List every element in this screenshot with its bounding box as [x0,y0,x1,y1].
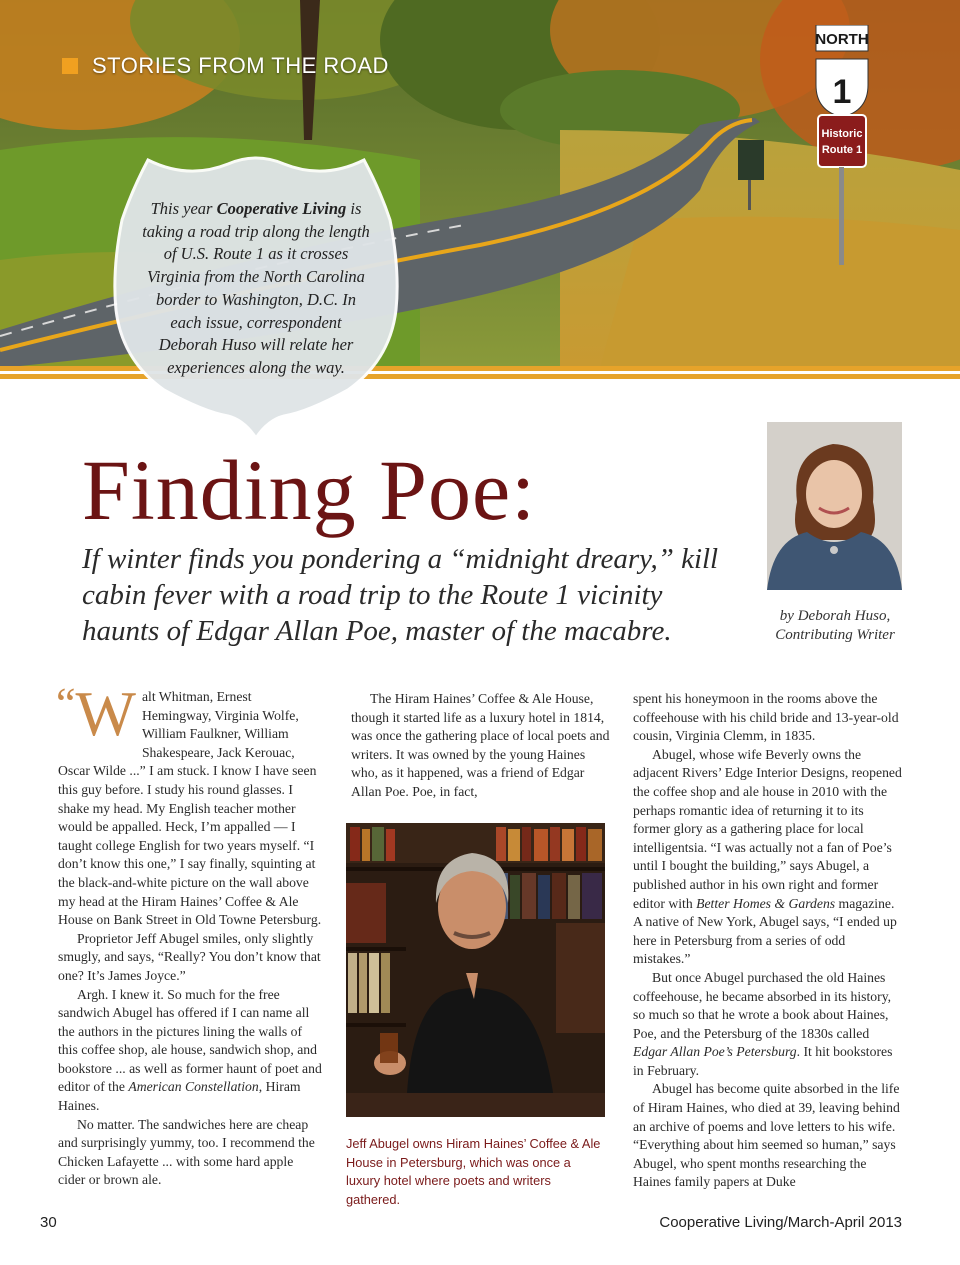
intro-lead: This year [150,199,213,218]
body-paragraph [351,690,610,802]
dropcap [56,678,136,749]
magazine-footer: Cooperative Living/March-April 2013 [659,1214,902,1231]
body-paragraph [58,1116,322,1190]
body-text: No matter. The sandwiches here are cheap and surprisingly yummy, too. I recommend the Chicken Lafayette ... with some hard apple cider or brown ale. [58,1116,315,1188]
body-text: magazine. A native of New York, Abugel says, “I ended up here in Petersburg from a series of odd mistakes.” [633,895,897,967]
sign-north-text: NORTH [815,31,869,48]
body-italic: Edgar Allan Poe’s Petersburg [633,1044,797,1060]
article-title: Finding Poe: [82,442,537,538]
sign-historic-line1: Historic [821,128,863,140]
body-paragraph [633,969,903,1081]
body-text: Abugel has become quite absorbed in the life of Hiram Haines, who died at 39, leaving behind an archive of poems and love letters to his wife. “Everything about him seemed so human,” says Abugel, who spent months researching the Haines family papers at Duke [633,1081,900,1190]
kicker-square-icon [62,58,78,74]
body-paragraph [58,986,322,1116]
sign-route-number: 1 [832,73,852,111]
route-1-sign-graphic [813,25,871,265]
body-text: The Hiram Haines’ Coffee & Ale House, though it started life as a luxury hotel in 1814, was once the gathering place of local poets and writers. It was owned by the young Haines who, as it happened, was a friend of Edgar Allan Poe. Poe, in fact, [351,691,610,799]
body-text: Abugel, whose wife Beverly owns the adjacent Rivers’ Edge Interior Designs, reopened the coffee shop and ale house in 2010 with the perhaps romantic idea of returning it to its former glory as a gathering place for local intelligentsia. “I was actually not a fan of Poe’s until I bought the building,” says Abugel, a published author in his own right and former editor with [633,746,902,911]
intro-rest: is taking a road trip along the length of U.S. Route 1 as it crosses Virginia from the North Carolina border to Washington, D.C. In each issue, correspondent Deborah Huso will relate her experiences along the way. [142,199,370,377]
byline [770,607,900,645]
body-text: Proprietor Jeff Abugel smiles, only slightly smugly, and says, “Really? You don’t know that one? It’s James Joyce.” [58,930,321,983]
body-column-2 [351,690,610,802]
dropcap-letter: W [75,678,136,749]
byline-author: by Deborah Huso, [779,608,891,624]
author-photo [767,422,902,590]
dropcap-quote: “ [56,679,76,728]
article-deck: If winter finds you pondering a “midnight dreary,” kill cabin fever with a road trip to the Route 1 vicinity haunts of Edgar Allan Poe, master of the macabre. [82,543,719,647]
body-italic: Better Homes & Gardens [696,895,836,911]
kicker-text: STORIES FROM THE ROAD [92,53,389,78]
abugel-photo [346,823,605,1117]
body-paragraph [633,746,903,969]
body-column-3 [633,690,903,1192]
body-text: Argh. I knew it. So much for the free sandwich Abugel has offered if I can name all the authors in the pictures lining the walls of this coffee shop, ale house, sandwich shop, and bookstore ... as well as former haunt of poet and editor of the [58,986,322,1095]
intro-shield [108,150,404,440]
body-text: . It hit bookstores in February. [633,1044,893,1078]
body-column-1 [56,678,322,1190]
intro-brand: Cooperative Living [216,199,347,218]
body-italic: American Constellation [128,1079,259,1095]
body-text: alt Whitman, Ernest Hemingway, Virginia Wolfe, William Faulkner, William Shakespeare, Jack Kerouac, Oscar Wilde ...” I am stuck. I know I have seen this guy before. I study his round glasses. I shake my head. My English teacher mother would be appalled. Heck, I’m appalled — I taught college English for two years myself. “I don’t know this one,” I say finally, squinting at the black-and-white picture on the wall above my head at the Hiram Haines’ Coffee & Ale House on Bank Street in Old Towne Petersburg. [58,689,322,928]
body-text: , Hiram Haines. [58,1079,301,1114]
photo-caption: Jeff Abugel owns Hiram Haines’ Coffee & Ale House in Petersburg, which was once a luxury hotel where poets and writers gathered. [346,1136,601,1207]
body-paragraph [58,930,322,986]
section-kicker [62,53,389,79]
body-paragraph [56,678,322,930]
page-number: 30 [40,1214,57,1231]
intro-text [142,198,370,380]
body-text: spent his honeymoon in the rooms above the coffeehouse with his child bride and 13-year-old cousin, Virginia Clemm, in 1835. [633,691,899,744]
body-paragraph [633,1080,903,1192]
body-text: But once Abugel purchased the old Haines coffeehouse, he became absorbed in its history, so much so that he wrote a book about Haines, Poe, and the Petersburg of the 1830s called [633,969,892,1041]
sign-historic-line2: Route 1 [821,144,863,156]
body-paragraph [633,690,903,746]
byline-role: Contributing Writer [775,627,895,643]
